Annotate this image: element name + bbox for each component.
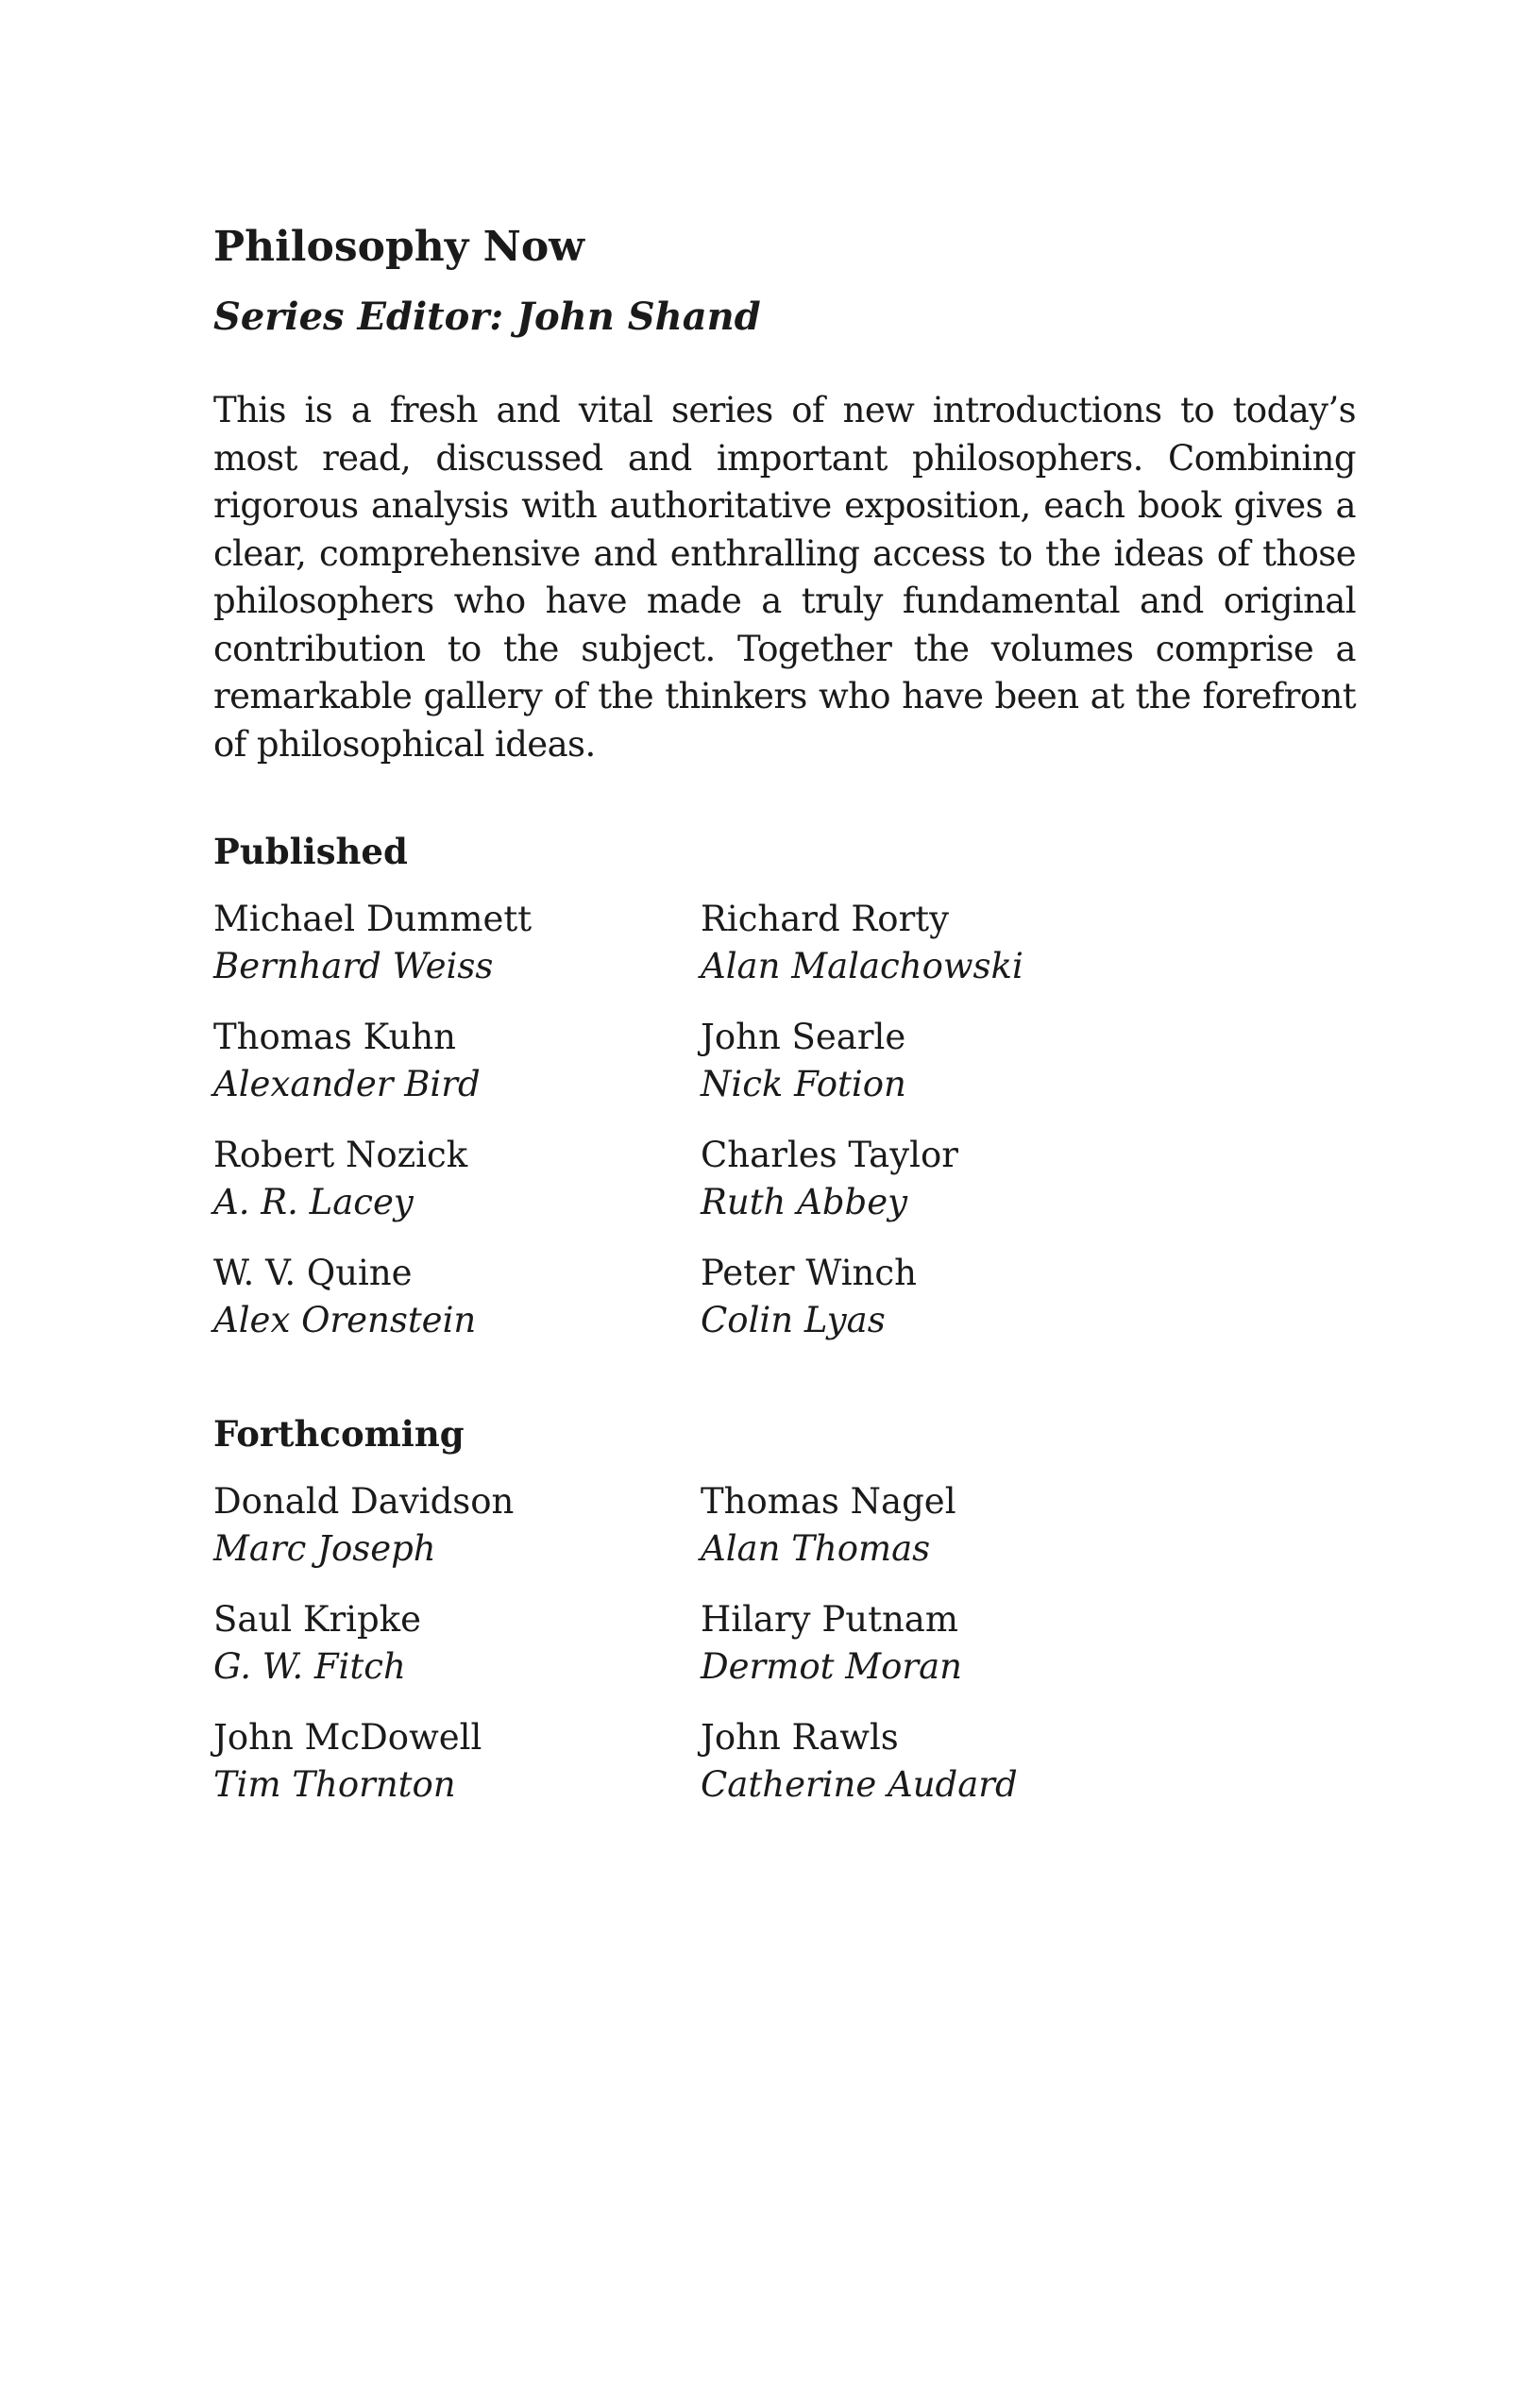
book-author: Bernhard Weiss bbox=[213, 946, 494, 986]
book-author: Alexander Bird bbox=[213, 1064, 481, 1104]
book-subject: Richard Rorty bbox=[701, 899, 950, 939]
series-description: This is a fresh and vital series of new introductions to today’s most read, discussed and important philosophers. Combining rigorous analysis with authoritative exposition, each book gives a clear, comprehensive and enthralling access to the ideas of those philosophers who have made a truly fundamental and original contribution to the subject. Together the volumes comprise a remarkable gallery of the thinkers who have been at the forefront of philosophical ideas. bbox=[213, 390, 1356, 765]
book-author: G. W. Fitch bbox=[213, 1646, 406, 1687]
book-subject: Hilary Putnam bbox=[701, 1599, 958, 1640]
book-entry bbox=[213, 896, 701, 990]
forthcoming-heading: Forthcoming bbox=[213, 1413, 465, 1455]
book-subject: Thomas Nagel bbox=[701, 1481, 956, 1522]
book-author: Ruth Abbey bbox=[701, 1182, 908, 1222]
series-title: Philosophy Now bbox=[213, 223, 585, 271]
book-subject: W. V. Quine bbox=[213, 1253, 413, 1293]
book-subject: Donald Davidson bbox=[213, 1481, 515, 1522]
book-entry bbox=[701, 1714, 1267, 1809]
book-subject: Michael Dummett bbox=[213, 899, 533, 939]
book-subject: John Rawls bbox=[701, 1717, 899, 1758]
book-entry bbox=[213, 1714, 701, 1809]
book-author: Nick Fotion bbox=[701, 1064, 906, 1104]
series-page bbox=[213, 219, 1356, 1809]
book-subject: Robert Nozick bbox=[213, 1135, 468, 1175]
book-author: Alan Thomas bbox=[701, 1528, 931, 1569]
book-subject: Peter Winch bbox=[701, 1253, 917, 1293]
book-entry bbox=[213, 1014, 701, 1108]
book-entry bbox=[213, 1596, 701, 1691]
book-entry bbox=[701, 1132, 1267, 1226]
book-subject: John McDowell bbox=[213, 1717, 482, 1758]
book-author: Marc Joseph bbox=[213, 1528, 436, 1569]
book-entry bbox=[701, 1014, 1267, 1108]
published-list bbox=[213, 896, 1356, 1344]
book-entry bbox=[213, 1478, 701, 1573]
book-author: A. R. Lacey bbox=[213, 1182, 414, 1222]
published-heading: Published bbox=[213, 831, 408, 872]
book-subject: Thomas Kuhn bbox=[213, 1017, 456, 1057]
forthcoming-list bbox=[213, 1478, 1356, 1809]
book-author: Catherine Audard bbox=[701, 1764, 1018, 1805]
book-author: Colin Lyas bbox=[701, 1300, 886, 1340]
book-author: Alan Malachowski bbox=[701, 946, 1023, 986]
book-entry bbox=[213, 1132, 701, 1226]
book-author: Tim Thornton bbox=[213, 1764, 456, 1805]
series-editor: Series Editor: John Shand bbox=[213, 295, 761, 339]
book-entry bbox=[701, 896, 1267, 990]
book-entry bbox=[701, 1478, 1267, 1573]
book-entry bbox=[701, 1596, 1267, 1691]
book-entry bbox=[213, 1250, 701, 1344]
book-author: Alex Orenstein bbox=[213, 1300, 477, 1340]
book-subject: John Searle bbox=[701, 1017, 906, 1057]
book-subject: Charles Taylor bbox=[701, 1135, 958, 1175]
book-author: Dermot Moran bbox=[701, 1646, 962, 1687]
book-subject: Saul Kripke bbox=[213, 1599, 421, 1640]
book-entry bbox=[701, 1250, 1267, 1344]
